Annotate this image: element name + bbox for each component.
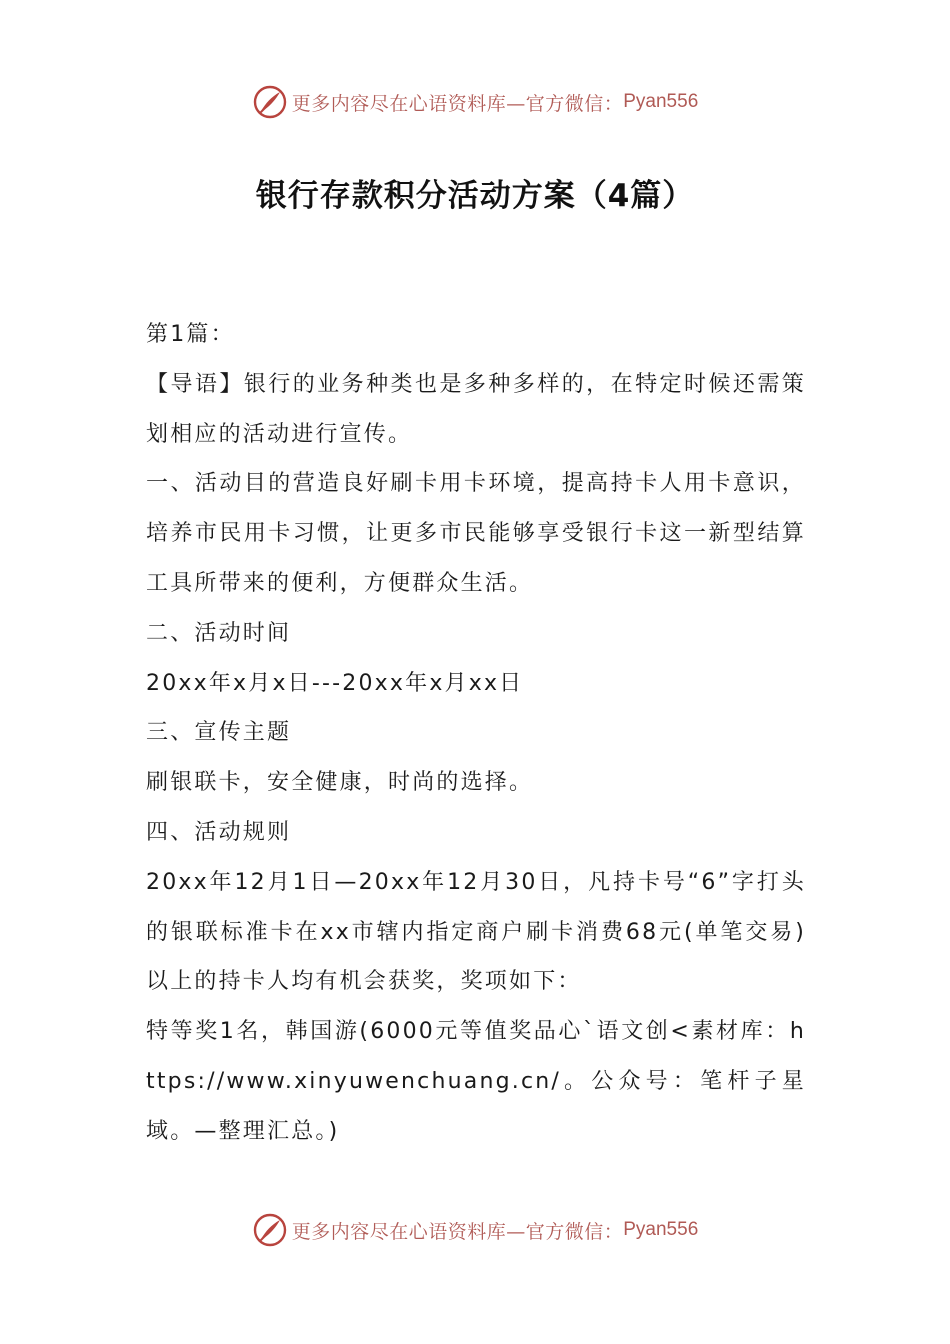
footer-banner (0, 1208, 950, 1252)
quill-logo-icon (252, 84, 288, 120)
paragraph: 三、宣传主题 (146, 720, 292, 746)
paragraph: 四、活动规则 (146, 819, 292, 845)
paragraph: 20xx年x月x日---20xx年x月xx日 (146, 670, 524, 696)
banner-wechat-id: Pyan556 (623, 91, 699, 112)
header-banner (0, 80, 950, 124)
banner-text: 更多内容尽在心语资料库—官方微信： (291, 1220, 624, 1243)
quill-logo-icon (252, 1212, 288, 1248)
banner-wechat-id: Pyan556 (623, 1219, 699, 1240)
document-body (146, 310, 806, 1157)
paragraph: 刷银联卡，安全健康，时尚的选择。 (146, 770, 534, 796)
banner-text: 更多内容尽在心语资料库—官方微信： (291, 92, 624, 115)
paragraph: 一、活动目的营造良好刷卡用卡环境，提高持卡人用卡意识，培养市民用卡习惯，让更多市民能够享受银行卡这一新型结算工具所带来的便利，方便群众生活。 (146, 471, 806, 596)
paragraph: 第1篇： (146, 322, 235, 347)
paragraph: 特等奖1名，韩国游(6000元等值奖品心`语文创<素材库：https://www.xinyuwenchuang.cn/。公众号：笔杆子星域。—整理汇总。) (146, 1019, 806, 1144)
document-title: 银行存款积分活动方案（4篇） (255, 178, 695, 214)
paragraph: 20xx年12月1日—20xx年12月30日，凡持卡号“6”字打头的银联标准卡在xx市辖内指定商户刷卡消费68元(单笔交易)以上的持卡人均有机会获奖，奖项如下： (146, 869, 806, 995)
paragraph: 【导语】银行的业务种类也是多种多样的，在特定时候还需策划相应的活动进行宣传。 (146, 371, 806, 447)
paragraph: 二、活动时间 (146, 620, 292, 646)
